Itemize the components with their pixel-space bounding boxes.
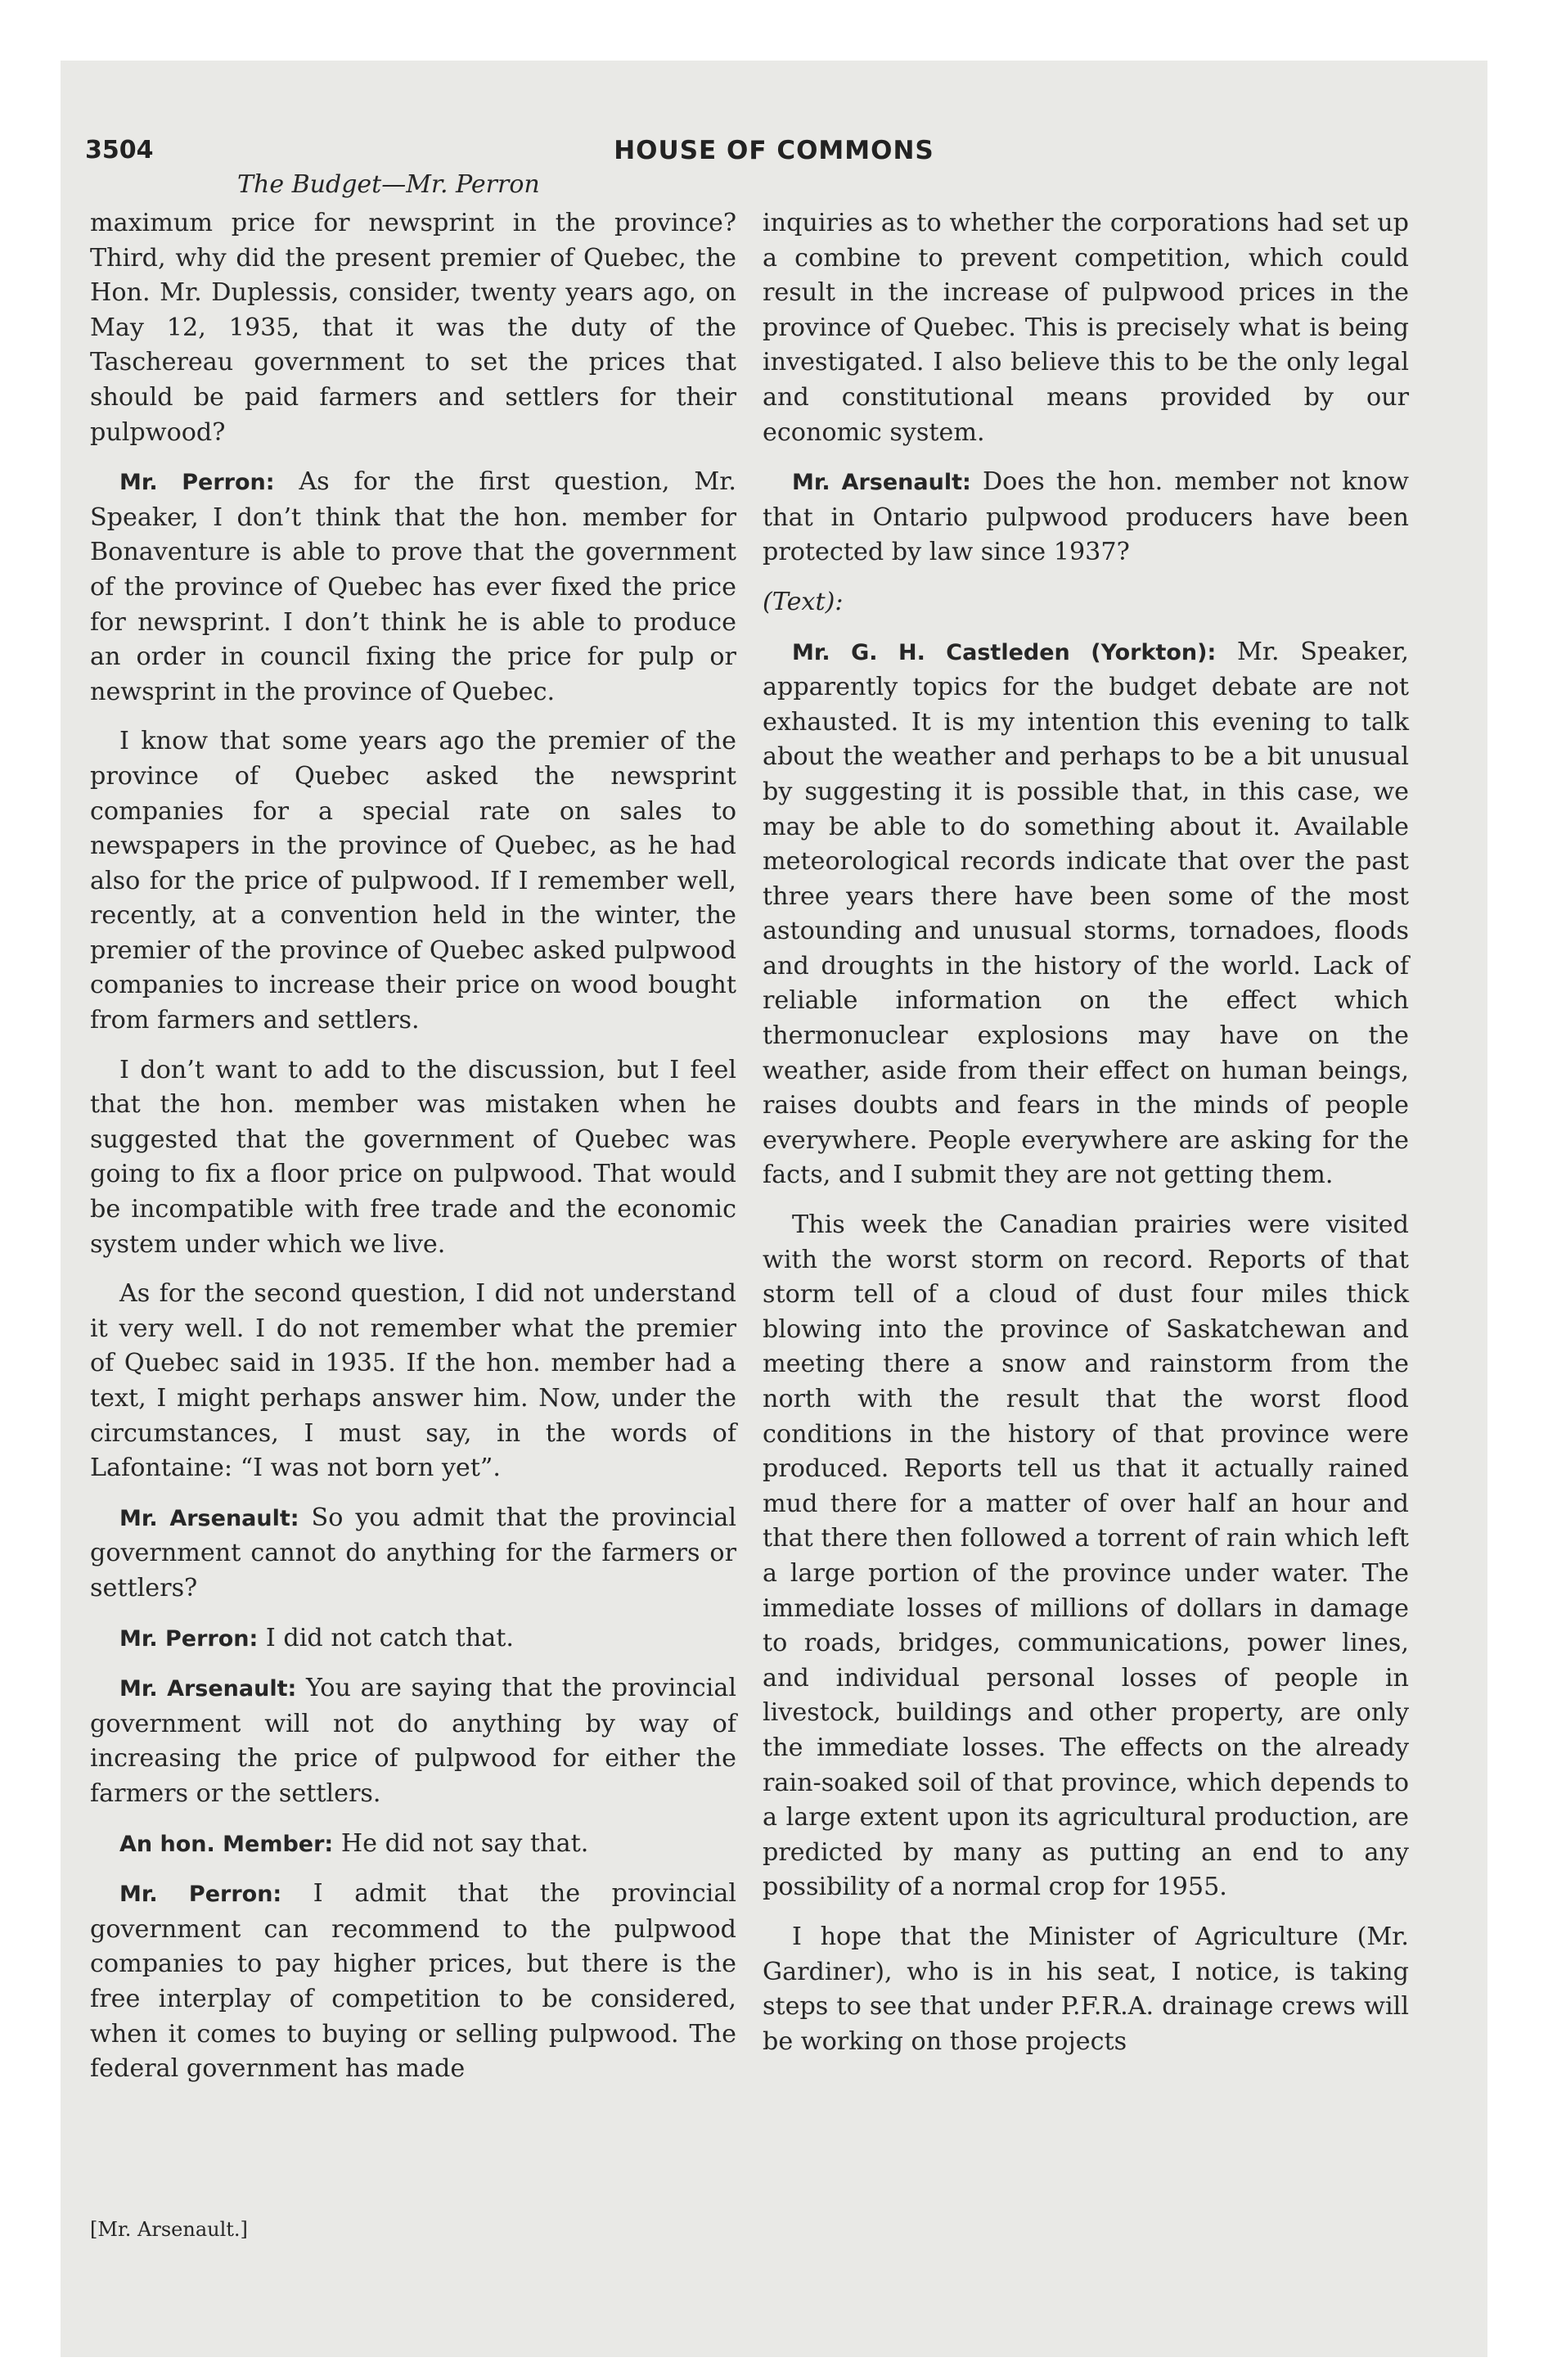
paragraph bbox=[90, 1277, 736, 1486]
paragraph bbox=[90, 724, 736, 1038]
running-head: HOUSE OF COMMONS bbox=[614, 136, 934, 165]
speaker-name: An hon. Member: bbox=[119, 1831, 334, 1857]
paragraph bbox=[90, 1053, 736, 1263]
paragraph bbox=[90, 1621, 736, 1657]
paragraph-text: I did not catch that. bbox=[265, 1623, 514, 1652]
paragraph-text: maximum price for newsprint in the province? Third, why did the present premier of Quebec, the Hon. Mr. Duplessis, consider, twenty years ago, on May 12, 1935, that it was the duty of the Taschereau government to set the prices that should be paid farmers and settlers for their pulpwood? bbox=[90, 209, 736, 447]
speaker-name: Mr. Arsenault: bbox=[119, 1676, 297, 1702]
paragraph-text: Does the hon. member not know that in Ontario pulpwood producers have been protected by law since 1937? bbox=[763, 467, 1409, 567]
speaker-name: Mr. Perron: bbox=[119, 1625, 259, 1652]
right-column bbox=[763, 206, 1409, 2074]
paragraph-text: I know that some years ago the premier of the province of Quebec asked the newsprint companies for a special rate on sales to newspapers in the province of Quebec, as he had also for the price of pulpwood. If I remember well, recently, at a convention held in the winter, the premier of the province of Quebec asked pulpwood companies to increase their price on wood bought from farmers and settlers. bbox=[90, 727, 736, 1035]
paragraph-text: I hope that the Minister of Agriculture (Mr. Gardiner), who is in his seat, I notice, is taking steps to see that under P.F.R.A. drainage crews will be working on those projects bbox=[763, 1922, 1409, 2056]
paragraph bbox=[90, 1877, 736, 2087]
paragraph bbox=[90, 465, 736, 710]
paragraph-text: You are saying that the provincial government will not do anything by way of increasing the price of pulpwood for either the farmers or the settlers. bbox=[90, 1674, 736, 1808]
speaker-name: Mr. G. H. Castleden (Yorkton): bbox=[792, 639, 1217, 665]
paragraph-text: I admit that the provincial government can recommend to the pulpwood companies to pay higher prices, but there is the free interplay of competition to be considered, when it comes to buying or selling pulpwood. The federal government has made bbox=[90, 1879, 736, 2084]
paragraph-text: So you admit that the provincial government cannot do anything for the farmers or settlers? bbox=[90, 1503, 736, 1602]
paragraph-text: He did not say that. bbox=[340, 1828, 589, 1858]
speaker-name: Mr. Perron: bbox=[119, 470, 275, 496]
speaker-name: Mr. Perron: bbox=[119, 1882, 282, 1908]
paragraph bbox=[90, 1671, 736, 1811]
section-subhead: The Budget—Mr. Perron bbox=[237, 170, 540, 199]
paragraph bbox=[763, 206, 1409, 450]
paragraph bbox=[763, 465, 1409, 570]
page-number: 3504 bbox=[85, 136, 154, 165]
paragraph bbox=[763, 585, 1409, 620]
speaker-name: Mr. Arsenault: bbox=[119, 1505, 299, 1531]
paragraph bbox=[90, 1827, 736, 1863]
paragraph-text: (Text): bbox=[763, 587, 844, 616]
paragraph bbox=[763, 1208, 1409, 1905]
paragraph-text: inquiries as to whether the corporations had set up a combine to prevent competition, which could result in the increase of pulpwood prices in the province of Quebec. This is precisely what is being investigated. I also believe this to be the only legal and constitutional means provided by our economic system. bbox=[763, 209, 1409, 447]
paragraph bbox=[90, 206, 736, 450]
left-column bbox=[90, 206, 736, 2102]
speaker-name: Mr. Arsenault: bbox=[792, 470, 971, 496]
paragraph bbox=[763, 635, 1409, 1194]
footer-note: [Mr. Arsenault.] bbox=[90, 2218, 248, 2241]
paragraph bbox=[763, 1920, 1409, 2059]
paragraph bbox=[90, 1501, 736, 1607]
paragraph-text: This week the Canadian prairies were visited with the worst storm on record. Reports of that storm tell of a cloud of dust four miles thick blowing into the province of Saskatchewan and meeting there a snow and rainstorm from the north with the result that the worst flood conditions in the history of that province were produced. Reports tell us that it actually rained mud there for a matter of over half an hour and that there then followed a torrent of rain which left a large portion of the province under water. The immediate losses of millions of dollars in damage to roads, bridges, communications, power lines, and individual personal losses of people in livestock, buildings and other property, are only the immediate losses. The effects on the already rain-soaked soil of that province, which depends to a large extent upon its agricultural production, are predicted by many as putting an end to any possibility of a normal crop for 1955. bbox=[763, 1210, 1409, 1902]
paragraph-text: As for the first question, Mr. Speaker, I don’t think that the hon. member for Bonaventure is able to prove that the government of the province of Quebec has ever fixed the price for newsprint. I don’t think he is able to produce an order in council fixing the price for pulp or newsprint in the province of Quebec. bbox=[90, 467, 736, 706]
paragraph-text: Mr. Speaker, apparently topics for the budget debate are not exhausted. It is my intention this evening to talk about the weather and perhaps to be a bit unusual by suggesting it is possible that, in this case, we may be able to do something about it. Available meteorological records indicate that over the past three years there have been some of the most astounding and unusual storms, tornadoes, floods and droughts in the history of the world. Lack of reliable information on the effect which thermonuclear explosions may have on the weather, aside from their effect on human beings, raises doubts and fears in the minds of people everywhere. People everywhere are asking for the facts, and I submit they are not getting them. bbox=[763, 637, 1409, 1190]
paragraph-text: As for the second question, I did not understand it very well. I do not remember what the premier of Quebec said in 1935. If the hon. member had a text, I might perhaps answer him. Now, under the circumstances, I must say, in the words of Lafontaine: “I was not born yet”. bbox=[90, 1279, 736, 1483]
paragraph-text: I don’t want to add to the discussion, but I feel that the hon. member was mistaken when he suggested that the government of Quebec was going to fix a floor price on pulpwood. That would be incompatible with free trade and the economic system under which we live. bbox=[90, 1055, 736, 1259]
